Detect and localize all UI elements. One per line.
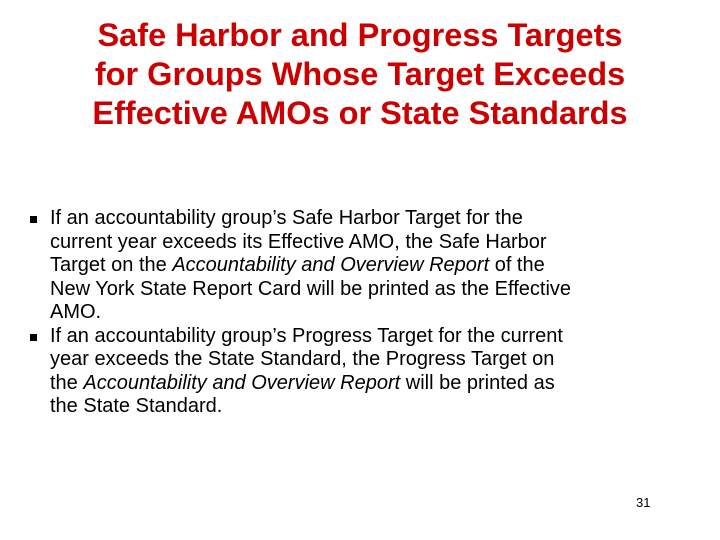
title-line: Effective AMOs or State Standards [92,95,628,131]
bullet-line [50,395,700,419]
bullet-line [50,254,700,278]
text-run: If an accountability group’s Progress Target for the current [50,324,563,347]
text-run: the State Standard. [50,395,223,417]
page-number: 31 [636,495,651,510]
report-title-italic: Accountability and Overview Report [83,371,401,394]
title-line: for Groups Whose Target Exceeds [94,56,626,92]
slide-title [14,16,706,133]
text-run: the [50,371,84,394]
bullet-line [50,348,700,372]
text-run: will be printed as [400,371,555,394]
square-bullet-icon [30,216,37,223]
text-run: If an accountability group’s Safe Harbor Target for the [50,207,523,229]
square-bullet-icon [30,334,37,341]
bullet-line [50,207,700,231]
bullet-line [50,231,700,255]
text-run: year exceeds the State Standard, the Progress Target on [50,348,555,370]
report-title-italic: Accountability and Overview Report [172,254,490,276]
bullet-line [50,278,700,302]
text-run: Target on the [50,254,173,276]
text-run: AMO. [50,301,102,323]
bullet-list [30,207,700,419]
text-run: current year exceeds its Effective AMO, the Safe Harbor [50,230,547,253]
bullet-item [30,325,700,419]
text-run: New York State Report Card will be printed as the Effective [50,277,572,300]
text-run: of the [489,254,545,276]
bullet-line [50,301,700,325]
title-line: Safe Harbor and Progress Targets [97,17,623,53]
bullet-line [50,325,700,349]
bullet-line [50,372,700,396]
bullet-item [30,207,700,325]
